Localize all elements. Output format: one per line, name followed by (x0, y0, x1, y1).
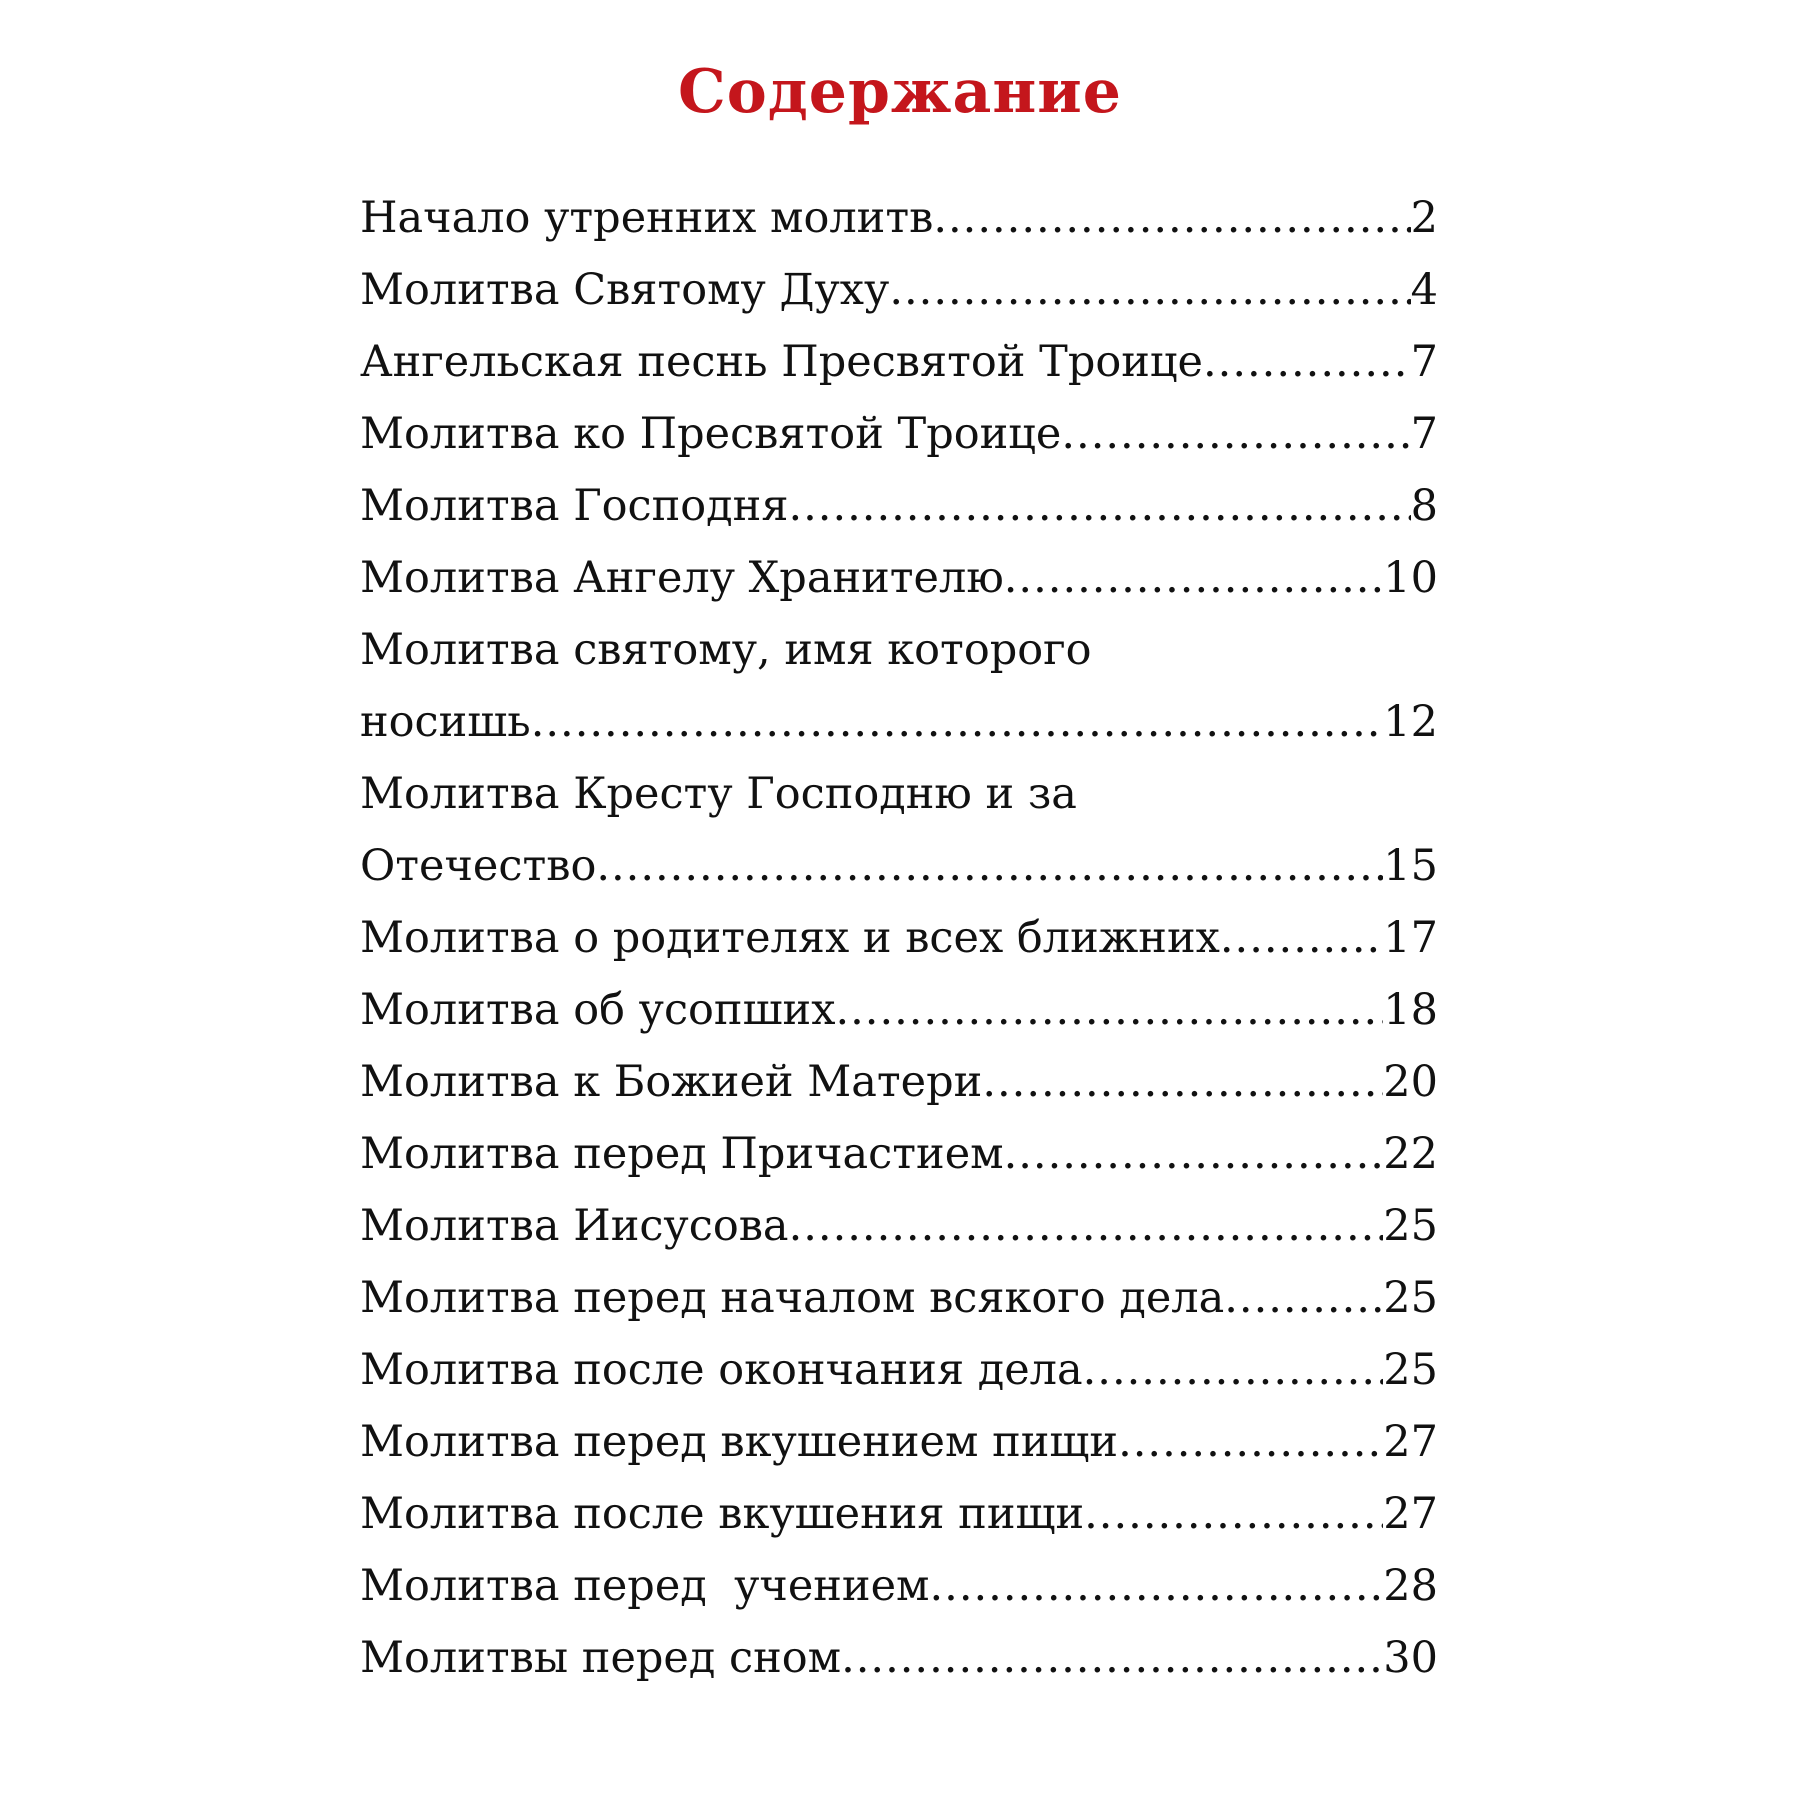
toc-entry-title: носишь (360, 697, 531, 747)
toc-entry (360, 1118, 1438, 1190)
toc-entry (360, 1478, 1438, 1550)
toc-page-number: 2 (1410, 193, 1438, 243)
dot-leader (1004, 1118, 1384, 1190)
dot-leader (531, 686, 1384, 758)
dot-leader (1118, 1406, 1383, 1478)
toc-entry (360, 974, 1438, 1046)
toc-entry (360, 326, 1438, 398)
toc-entry (360, 1622, 1438, 1694)
toc-entry-title: Молитва ко Пресвятой Троице (360, 409, 1062, 459)
toc-entry (360, 398, 1438, 470)
toc-entry (360, 1550, 1438, 1622)
dot-leader (1083, 1334, 1384, 1406)
dot-leader (835, 974, 1383, 1046)
toc-entry-title: Молитвы перед сном (360, 1633, 842, 1683)
toc-entry-title: Молитва перед учением (360, 1561, 930, 1611)
dot-leader (789, 1190, 1384, 1262)
toc-entry-title: Ангельская песнь Пресвятой Троице (360, 337, 1203, 387)
toc-entry-title: Молитва Ангелу Хранителю (360, 553, 1004, 603)
toc-entry-title: Отечество (360, 841, 597, 891)
toc-list (360, 182, 1438, 1694)
toc-entry-title: Молитва о родителях и всех ближних (360, 913, 1220, 963)
dot-leader (596, 830, 1383, 902)
dot-leader (933, 182, 1410, 254)
toc-page-number: 4 (1410, 265, 1438, 315)
toc-page-number: 8 (1410, 481, 1438, 531)
dot-leader (1061, 398, 1410, 470)
toc-entry-title-line1: Молитва Кресту Господню и за (360, 769, 1077, 819)
dot-leader (1224, 1262, 1383, 1334)
dot-leader (1203, 326, 1411, 398)
toc-entry (360, 902, 1438, 974)
toc-entry-title-line1: Молитва святому, имя которого (360, 625, 1092, 675)
dot-leader (1220, 902, 1383, 974)
toc-entry (360, 1046, 1438, 1118)
dot-leader (841, 1622, 1383, 1694)
toc-entry (360, 254, 1438, 326)
toc-entry-title: Молитва после вкушения пищи (360, 1489, 1085, 1539)
toc-entry (360, 182, 1438, 254)
toc-page-number: 20 (1383, 1057, 1438, 1107)
toc-page-number: 27 (1383, 1417, 1438, 1467)
toc-page-number: 17 (1383, 913, 1438, 963)
toc-entry-title: Молитва Иисусова (360, 1201, 789, 1251)
page-title: Содержание (678, 57, 1122, 127)
toc-entry-title: Молитва перед началом всякого дела (360, 1273, 1225, 1323)
toc-entry (360, 1190, 1438, 1262)
dot-leader (1084, 1478, 1383, 1550)
toc-page-number: 12 (1383, 697, 1438, 747)
toc-page-number: 27 (1383, 1489, 1438, 1539)
toc-entry-title: Молитва Господня (360, 481, 789, 531)
dot-leader (788, 470, 1410, 542)
toc-entry (360, 1406, 1438, 1478)
toc-entry-title: Молитва к Божией Матери (360, 1057, 983, 1107)
toc-page-number: 15 (1383, 841, 1438, 891)
toc-page-number: 22 (1383, 1129, 1438, 1179)
toc-page-number: 25 (1383, 1273, 1438, 1323)
toc-page-number: 28 (1383, 1561, 1438, 1611)
toc-entry (360, 1334, 1438, 1406)
toc-entry-title: Начало утренних молитв (360, 193, 934, 243)
toc-entry-title: Молитва перед вкушением пищи (360, 1417, 1119, 1467)
toc-entry (360, 686, 1438, 758)
toc-page-number: 25 (1383, 1345, 1438, 1395)
toc-entry-title: Молитва Святому Духу (360, 265, 890, 315)
toc-page-number: 18 (1383, 985, 1438, 1035)
dot-leader (889, 254, 1410, 326)
toc-entry (360, 1262, 1438, 1334)
dot-leader (1004, 542, 1384, 614)
toc-entry (360, 470, 1438, 542)
dot-leader (982, 1046, 1383, 1118)
toc-entry-title: Молитва после окончания дела (360, 1345, 1083, 1395)
toc-entry (360, 830, 1438, 902)
toc-page-number: 10 (1383, 553, 1438, 603)
toc-page-number: 7 (1410, 337, 1438, 387)
toc-entry-title: Молитва об усопших (360, 985, 836, 1035)
toc-page-number: 25 (1383, 1201, 1438, 1251)
toc-page-number: 7 (1410, 409, 1438, 459)
toc-entry-title: Молитва перед Причастием (360, 1129, 1004, 1179)
toc-page-number: 30 (1383, 1633, 1438, 1683)
dot-leader (929, 1550, 1383, 1622)
toc-entry (360, 542, 1438, 614)
